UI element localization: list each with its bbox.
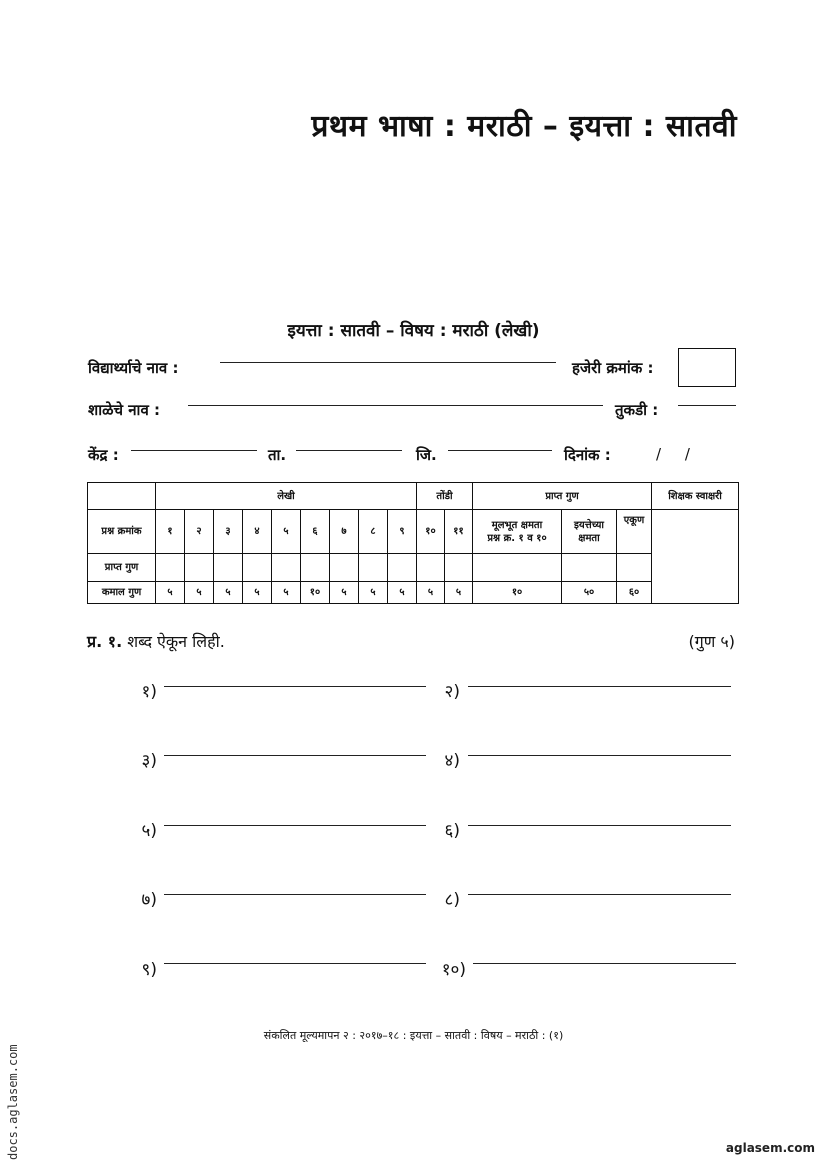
- obtained-cell[interactable]: [301, 554, 330, 582]
- page-subtitle: इयत्ता : सातवी – विषय : मराठी (लेखी): [287, 321, 540, 341]
- question-number-cell: १: [156, 510, 185, 554]
- answer-number: ५): [141, 821, 157, 841]
- obtained-cell[interactable]: [214, 554, 243, 582]
- oral-group-header: तोंडी: [417, 483, 473, 510]
- answer-line[interactable]: [164, 963, 426, 964]
- obtained-cell[interactable]: [156, 554, 185, 582]
- obtained-cell[interactable]: [417, 554, 445, 582]
- roll-number-box[interactable]: [678, 348, 736, 387]
- taluka-label: ता.: [268, 446, 287, 464]
- basic-ability-header: [473, 510, 562, 554]
- basic-ability-line1: मूलभूत क्षमता: [491, 519, 543, 531]
- taluka-field[interactable]: [296, 450, 402, 451]
- question-number-cell: ८: [359, 510, 388, 554]
- answer-line[interactable]: [164, 894, 426, 895]
- answer-number: ४): [444, 751, 460, 771]
- question-number-cell: ९: [388, 510, 417, 554]
- table-row: [88, 483, 739, 510]
- student-name-field[interactable]: [220, 362, 556, 363]
- max-cell: ५: [185, 582, 214, 604]
- obtained-total-cell[interactable]: [617, 554, 652, 582]
- question-number-row-label: प्रश्न क्रमांक: [88, 510, 156, 554]
- table-row: [88, 554, 739, 582]
- question-number: प्र. १.: [87, 632, 123, 651]
- answer-number: ३): [141, 751, 157, 771]
- max-cell: ५: [417, 582, 445, 604]
- teacher-signature-header: शिक्षक स्वाक्षरी: [652, 483, 739, 510]
- grade-ability-line1: इयत्तेच्या: [574, 519, 604, 531]
- grade-ability-line2: क्षमता: [578, 532, 600, 544]
- question-number-cell: ४: [243, 510, 272, 554]
- school-info-row: [88, 400, 738, 430]
- table-row: [88, 582, 739, 604]
- centre-field[interactable]: [131, 450, 257, 451]
- district-field[interactable]: [448, 450, 552, 451]
- centre-info-row: [88, 445, 738, 475]
- max-grade-cell: ५०: [562, 582, 617, 604]
- question-number-cell: २: [185, 510, 214, 554]
- answer-number: १): [141, 682, 157, 702]
- max-cell: १०: [301, 582, 330, 604]
- question-number-cell: ६: [301, 510, 330, 554]
- max-cell: ५: [388, 582, 417, 604]
- answer-line[interactable]: [164, 825, 426, 826]
- student-info-row: [88, 358, 738, 388]
- table-row: [88, 510, 739, 554]
- answer-line[interactable]: [473, 963, 736, 964]
- answer-number: ९): [141, 960, 157, 980]
- obtained-basic-cell[interactable]: [473, 554, 562, 582]
- max-total-cell: ६०: [617, 582, 652, 604]
- side-watermark: docs.aglasem.com: [6, 1044, 20, 1160]
- answer-line[interactable]: [468, 825, 731, 826]
- obtained-grade-cell[interactable]: [562, 554, 617, 582]
- corner-watermark: aglasem.com: [725, 1141, 815, 1155]
- obtained-cell[interactable]: [185, 554, 214, 582]
- answer-line[interactable]: [164, 686, 426, 687]
- answer-number: २): [444, 682, 460, 702]
- student-name-label: विद्यार्थ्याचे नाव :: [88, 359, 179, 377]
- basic-ability-line2: प्रश्न क्र. १ व १०: [487, 532, 547, 544]
- answer-number: ८): [444, 890, 460, 910]
- division-field[interactable]: [678, 405, 736, 406]
- obtained-cell[interactable]: [445, 554, 473, 582]
- max-cell: ५: [272, 582, 301, 604]
- obtained-cell[interactable]: [243, 554, 272, 582]
- district-label: जि.: [416, 446, 437, 464]
- max-basic-cell: १०: [473, 582, 562, 604]
- obtained-cell[interactable]: [388, 554, 417, 582]
- answer-line[interactable]: [468, 755, 731, 756]
- max-cell: ५: [156, 582, 185, 604]
- max-row-label: कमाल गुण: [88, 582, 156, 604]
- obtained-cell[interactable]: [330, 554, 359, 582]
- max-cell: ५: [445, 582, 473, 604]
- total-header: एकूण: [617, 510, 652, 554]
- max-cell: ५: [243, 582, 272, 604]
- marks-table: [87, 482, 739, 604]
- question-number-cell: ११: [445, 510, 473, 554]
- date-field[interactable]: / /: [656, 445, 690, 463]
- question-text: शब्द ऐकून लिही.: [127, 632, 225, 651]
- grade-ability-header: [562, 510, 617, 554]
- obtained-cell[interactable]: [359, 554, 388, 582]
- question-number-cell: ५: [272, 510, 301, 554]
- answer-line[interactable]: [468, 894, 731, 895]
- roll-number-label: हजेरी क्रमांक :: [572, 359, 654, 377]
- max-cell: ५: [359, 582, 388, 604]
- date-label: दिनांक :: [564, 446, 611, 464]
- written-group-header: लेखी: [156, 483, 417, 510]
- answer-line[interactable]: [164, 755, 426, 756]
- school-name-label: शाळेचे नाव :: [88, 401, 161, 419]
- obtained-cell[interactable]: [272, 554, 301, 582]
- table-cell: [88, 483, 156, 510]
- school-name-field[interactable]: [188, 405, 603, 406]
- obtained-group-header: प्राप्त गुण: [473, 483, 652, 510]
- answer-number: १०): [441, 960, 466, 980]
- centre-label: केंद्र :: [88, 446, 119, 464]
- division-label: तुकडी :: [615, 401, 659, 419]
- answer-line[interactable]: [468, 686, 731, 687]
- obtained-row-label: प्राप्त गुण: [88, 554, 156, 582]
- question-number-cell: ३: [214, 510, 243, 554]
- answer-number: ७): [141, 890, 157, 910]
- teacher-signature-cell[interactable]: [652, 510, 739, 604]
- answer-number: ६): [444, 821, 460, 841]
- page-footer: संकलित मूल्यमापन २ : २०१७–१८ : इयत्ता – सातवी : विषय – मराठी : (१): [263, 1029, 564, 1042]
- max-cell: ५: [330, 582, 359, 604]
- max-cell: ५: [214, 582, 243, 604]
- page-title: प्रथम भाषा : मराठी – इयत्ता : सातवी: [311, 109, 737, 144]
- question-number-cell: ७: [330, 510, 359, 554]
- question-number-cell: १०: [417, 510, 445, 554]
- question-marks: (गुण ५): [688, 632, 735, 651]
